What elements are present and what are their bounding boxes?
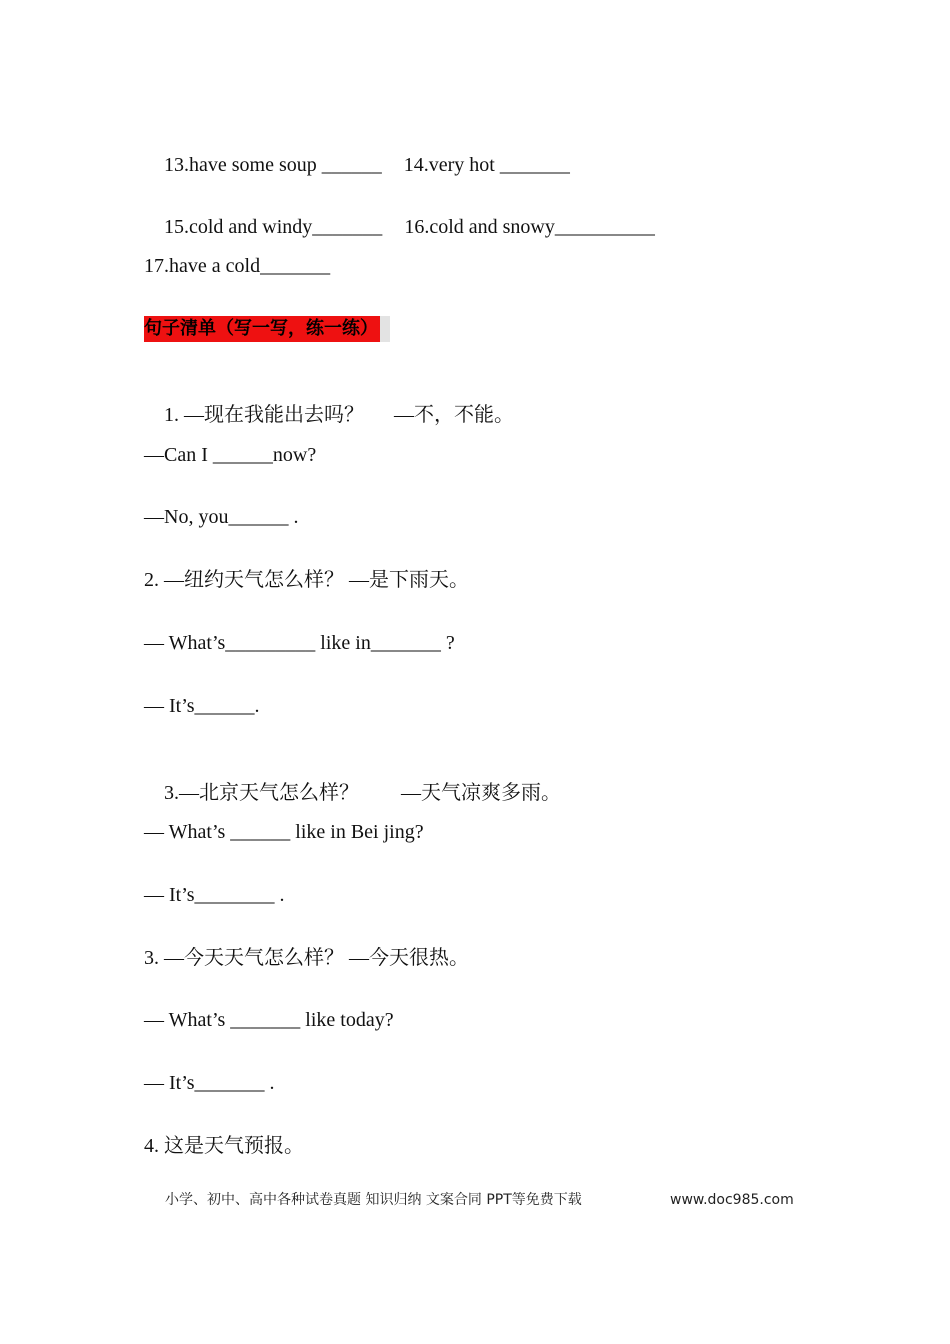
section-heading: 句子清单（写一写，练一练） xyxy=(144,316,380,342)
phrase-row-15-16 xyxy=(144,191,655,263)
sentence-2-chinese: 2. —纽约天气怎么样？ —是下雨天。 xyxy=(144,569,469,591)
sentence-4-en-answer: — It’s_______ . xyxy=(144,1072,275,1094)
sentence-4-en-question: — What’s _______ like today? xyxy=(144,1009,394,1031)
sentence-1-cn-question: 1. —现在我能出去吗？ xyxy=(164,404,364,426)
sentence-5-chinese: 4. 这是天气预报。 xyxy=(144,1135,304,1157)
sentence-2-en-question: — What’s_________ like in_______ ? xyxy=(144,632,455,654)
phrase-15: 15.cold and windy_______ xyxy=(164,216,383,238)
sentence-1-en-answer: —No, you______ . xyxy=(144,506,299,528)
phrase-14: 14.very hot _______ xyxy=(403,154,570,176)
footer-website-link[interactable]: www.doc985.com xyxy=(670,1192,794,1208)
sentence-1-chinese xyxy=(144,379,514,451)
sentence-3-chinese xyxy=(144,757,561,829)
section-heading-box xyxy=(144,316,390,342)
sentence-3-en-answer: — It’s________ . xyxy=(144,884,285,906)
sentence-3-cn-answer: —天气凉爽多雨。 xyxy=(401,782,561,804)
sentence-3-en-question: — What’s ______ like in Bei jing? xyxy=(144,821,424,843)
phrase-13: 13.have some soup ______ xyxy=(164,154,382,176)
sentence-3-cn-question: 3.—北京天气怎么样？ xyxy=(164,782,359,804)
sentence-4-chinese: 3. —今天天气怎么样？ —今天很热。 xyxy=(144,947,469,969)
phrase-17: 17.have a cold_______ xyxy=(144,255,331,277)
sentence-1-en-question: —Can I ______now? xyxy=(144,444,317,466)
phrase-16: 16.cold and snowy__________ xyxy=(404,216,655,238)
sentence-2-en-answer: — It’s______. xyxy=(144,695,260,717)
footer-text: 小学、初中、高中各种试卷真题 知识归纳 文案合同 PPT等免费下载 xyxy=(165,1192,582,1208)
sentence-1-cn-answer: —不，不能。 xyxy=(394,404,514,426)
